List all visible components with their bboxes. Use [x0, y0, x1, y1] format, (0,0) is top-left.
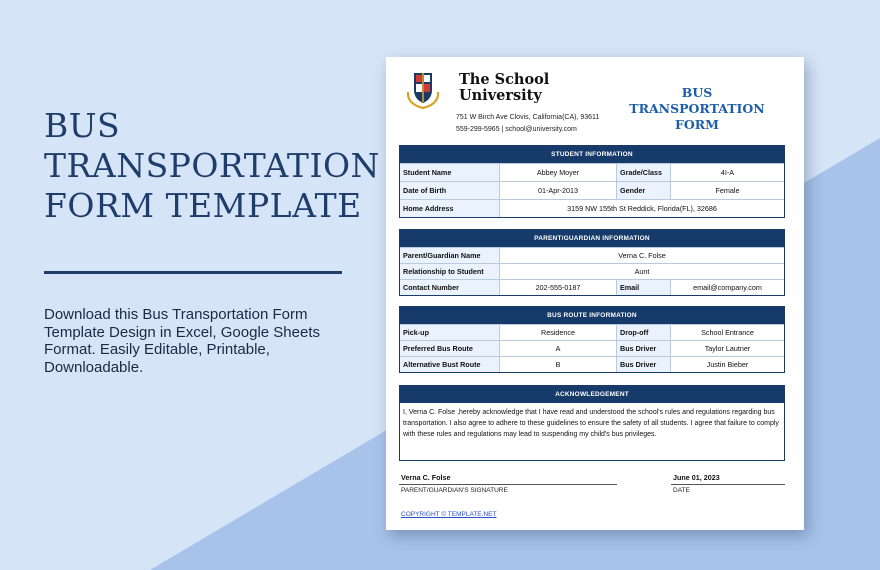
home-address-field[interactable]: 3159 NW 155th St Reddick, Florida(FL), 32686: [567, 204, 717, 213]
acknowledgement-section: [399, 385, 785, 461]
contact-number-field[interactable]: 202-555-0187: [500, 280, 617, 295]
dropoff-field[interactable]: School Entrance: [701, 328, 754, 337]
table-row: [400, 199, 784, 217]
field-label: Gender: [617, 182, 671, 199]
bus-route-section: [399, 306, 785, 373]
field-label: Date of Birth: [400, 182, 500, 199]
table-row: [400, 263, 784, 279]
field-label: Alternative Bust Route: [400, 357, 500, 372]
pickup-field[interactable]: Residence: [500, 325, 617, 340]
form-header: [386, 57, 804, 143]
table-row: [400, 163, 784, 181]
school-name-line-2: University: [459, 87, 542, 104]
signature-line: [399, 484, 617, 485]
promo-divider: [44, 271, 342, 274]
date-of-birth-field[interactable]: 01-Apr-2013: [500, 182, 617, 199]
promo-title-line-1: BUS: [44, 106, 121, 145]
email-field[interactable]: email@company.com: [693, 283, 762, 292]
school-crest-icon: [405, 70, 441, 110]
guardian-name-field[interactable]: Verna C. Folse: [618, 251, 666, 260]
section-heading: BUS ROUTE INFORMATION: [400, 307, 784, 324]
student-name-field[interactable]: Abbey Moyer: [500, 164, 617, 181]
signature-caption: PARENT/GUARDIAN'S SIGNATURE: [401, 487, 508, 494]
field-label: Drop-off: [617, 325, 671, 340]
promo-description: Download this Bus Transportation Form Template Design in Excel, Google Sheets Format. Easily Editable, Printable, Downloadable.: [44, 306, 320, 376]
promo-title-line-3: FORM TEMPLATE: [44, 186, 362, 225]
school-address: 751 W Birch Ave Clovis, California(CA), 93611: [456, 114, 600, 121]
school-contact-block: [456, 112, 599, 136]
signature-date[interactable]: June 01, 2023: [673, 473, 720, 482]
bus-driver-field[interactable]: Taylor Lautner: [704, 344, 751, 353]
field-label: Bus Driver: [617, 357, 671, 372]
form-title: [612, 85, 782, 133]
field-label: Parent/Guardian Name: [400, 248, 500, 263]
form-title-line-2: FORM: [675, 117, 719, 132]
gender-field[interactable]: Female: [715, 186, 740, 195]
acknowledgement-text: I, Verna C. Folse ,hereby acknowledge that I have read and understood the school's rules and regulations regarding bus transportation. I also agree to adhere to these guidelines to ensure the safety of all students. I agree that failure to comply with these rules and regulations may lead to suspending my child's bus privileges.: [403, 409, 779, 438]
field-label: Home Address: [400, 200, 500, 217]
student-information-section: [399, 145, 785, 218]
parent-guardian-section: [399, 229, 785, 296]
field-label: Relationship to Student: [400, 264, 500, 279]
preferred-route-field[interactable]: A: [500, 341, 617, 356]
table-row: [400, 356, 784, 372]
section-heading: PARENT/GUARDIAN INFORMATION: [400, 230, 784, 247]
field-label: Pick-up: [400, 325, 500, 340]
relationship-field[interactable]: Aunt: [634, 267, 650, 276]
table-row: [400, 279, 784, 295]
school-phone-email: 559-299-5965 | school@university.com: [456, 126, 577, 133]
school-name-line-1: The School: [459, 71, 550, 88]
field-label: Preferred Bus Route: [400, 341, 500, 356]
form-title-line-1: BUS TRANSPORTATION: [629, 85, 765, 116]
table-row: [400, 324, 784, 340]
field-label: Student Name: [400, 164, 500, 181]
date-line: [671, 484, 785, 485]
field-label: Grade/Class: [617, 164, 671, 181]
section-heading: ACKNOWLEDGEMENT: [400, 386, 784, 403]
alt-bus-driver-field[interactable]: Justin Bieber: [706, 360, 749, 369]
section-heading: STUDENT INFORMATION: [400, 146, 784, 163]
promo-title-line-2: TRANSPORTATION: [44, 146, 380, 185]
grade-class-field[interactable]: 4I-A: [720, 168, 735, 177]
table-row: [400, 181, 784, 199]
school-name: [459, 72, 549, 104]
alternative-route-field[interactable]: B: [500, 357, 617, 372]
table-row: [400, 247, 784, 263]
field-label: Contact Number: [400, 280, 500, 295]
promo-title: [44, 106, 380, 226]
date-caption: DATE: [673, 487, 690, 494]
field-label: Bus Driver: [617, 341, 671, 356]
form-sheet: [386, 57, 804, 530]
field-label: Email: [617, 280, 671, 295]
copyright-link[interactable]: COPYRIGHT © TEMPLATE.NET: [401, 511, 497, 518]
table-row: [400, 340, 784, 356]
guardian-signature-name[interactable]: Verna C. Folse: [401, 473, 451, 482]
